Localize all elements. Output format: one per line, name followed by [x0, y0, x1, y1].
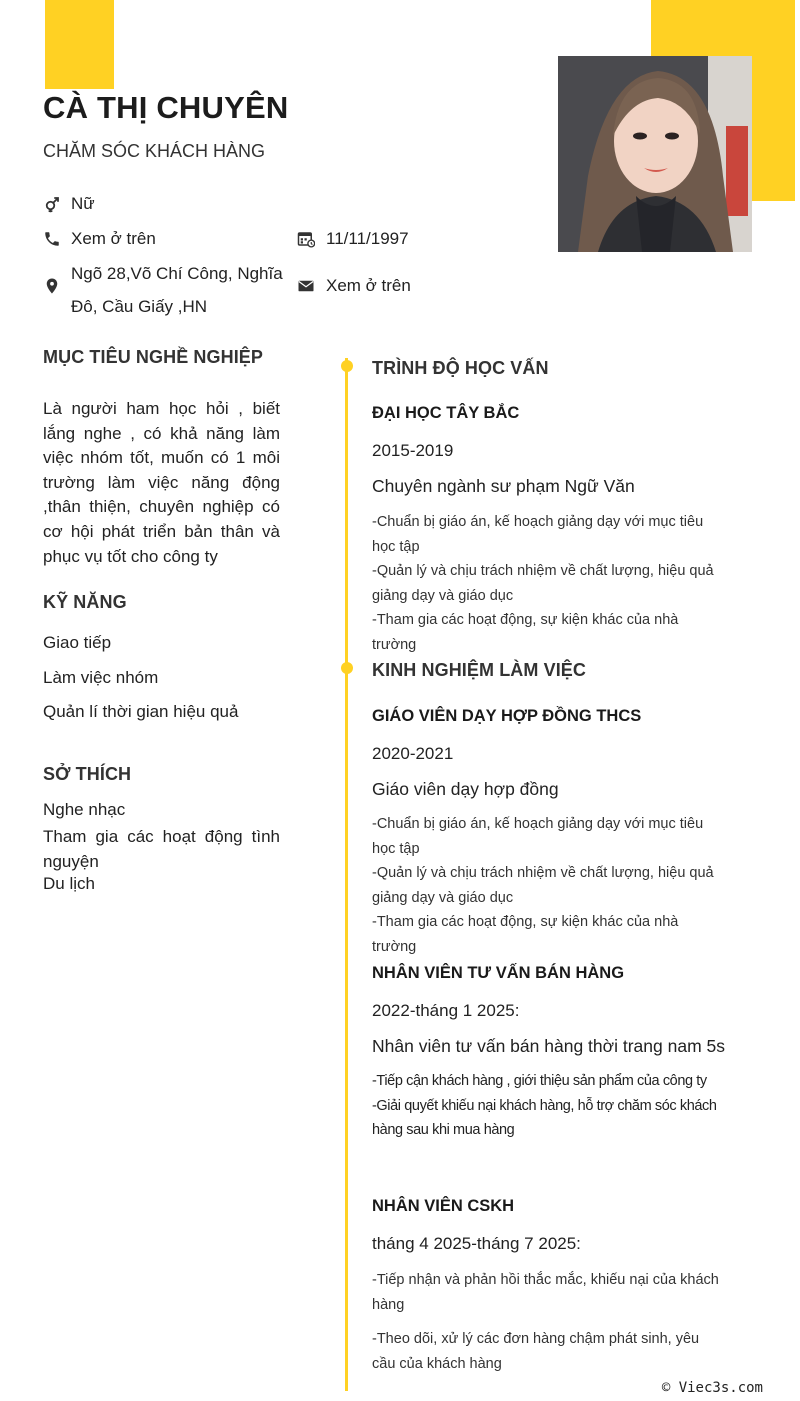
address-line-2: Đô, Cầu Giấy ,HN: [71, 297, 208, 316]
hobby-item: Tham gia các hoạt động tình nguyện: [43, 827, 280, 871]
job-bullets: [372, 1268, 722, 1376]
gender-text: Nữ: [71, 194, 95, 213]
bullet-item: -Giải quyết khiếu nại khách hàng, hỗ trợ chăm sóc khách hàng sau khi mua hàng: [372, 1097, 717, 1138]
bullet-item: -Chuẩn bị giáo án, kế hoạch giảng dạy với mục tiêu học tập: [372, 514, 704, 555]
bullet-item: -Tiếp nhận và phản hồi thắc mắc, khiếu nại của khách hàng: [372, 1272, 719, 1313]
bullet-item: -Chuẩn bị giáo án, kế hoạch giảng dạy với mục tiêu học tập: [372, 816, 704, 857]
accent-block-top-left: [45, 0, 114, 89]
objective-text: Là người ham học hỏi , biết lắng nghe , có khả năng làm việc nhóm tốt, muốn có 1 môi trường làm việc năng động ,thân thiện, chuyên nghiệp có cơ hội phát triển bản thân và phục vụ tốt cho công ty: [43, 399, 280, 566]
objective-heading: MỤC TIÊU NGHỀ NGHIỆP: [43, 347, 264, 367]
job-period: 2020-2021: [372, 744, 454, 763]
experience-heading: KINH NGHIỆM LÀM VIỆC: [372, 660, 587, 680]
timeline-dot: [341, 360, 353, 372]
education-bullets: [372, 510, 722, 657]
skill-item: Làm việc nhóm: [43, 668, 159, 687]
bullet-item: -Quản lý và chịu trách nhiệm về chất lượng, hiệu quả giảng dạy và giáo dục: [372, 563, 714, 604]
skills-heading: KỸ NĂNG: [43, 592, 127, 612]
address-text: [71, 261, 291, 319]
bullet-item: -Quản lý và chịu trách nhiệm về chất lượng, hiệu quả giảng dạy và giáo dục: [372, 865, 714, 906]
timeline-dot: [341, 662, 353, 674]
bullet-item: -Tiếp cận khách hàng , giới thiệu sản phẩm của công ty: [372, 1073, 707, 1089]
job-title: NHÂN VIÊN CSKH: [372, 1197, 515, 1215]
phone-icon: [43, 230, 61, 248]
candidate-name: CÀ THỊ CHUYÊN: [43, 90, 289, 125]
job-period: 2022-tháng 1 2025:: [372, 1001, 520, 1020]
profile-photo: [558, 56, 752, 252]
job-bullets: [372, 1069, 722, 1143]
job-title: GIÁO VIÊN DẠY HỢP ĐỒNG THCS: [372, 707, 642, 725]
job-period: tháng 4 2025-tháng 7 2025:: [372, 1234, 581, 1253]
hobby-item: Du lịch: [43, 874, 95, 893]
address-line-1: Ngõ 28,Võ Chí Công, Nghĩa: [71, 264, 283, 283]
envelope-icon: [297, 277, 315, 295]
job-role: Nhân viên tư vấn bán hàng thời trang nam 5s: [372, 1036, 725, 1056]
gender-icon: [43, 195, 61, 213]
education-heading: TRÌNH ĐỘ HỌC VẤN: [372, 358, 549, 378]
location-pin-icon: [43, 277, 61, 295]
portrait-image: [558, 56, 752, 252]
timeline-line: [345, 358, 348, 1391]
education-years: 2015-2019: [372, 441, 454, 460]
education-major: Chuyên ngành sư phạm Ngữ Văn: [372, 476, 635, 496]
hobbies-heading: SỞ THÍCH: [43, 764, 132, 784]
hobby-item: Nghe nhạc: [43, 800, 126, 819]
calendar-icon: [297, 230, 315, 248]
watermark: © Viec3s.com: [661, 1380, 763, 1396]
bullet-item: -Theo dõi, xử lý các đơn hàng chậm phát sinh, yêu cầu của khách hàng: [372, 1331, 700, 1372]
phone-text: Xem ở trên: [71, 229, 156, 248]
school-name: ĐẠI HỌC TÂY BẮC: [372, 404, 520, 422]
job-title: NHÂN VIÊN TƯ VẤN BÁN HÀNG: [372, 964, 625, 982]
email-text: Xem ở trên: [326, 276, 411, 295]
job-role: Giáo viên dạy hợp đồng: [372, 779, 559, 799]
bullet-item: -Tham gia các hoạt động, sự kiện khác của nhà trường: [372, 914, 679, 955]
bullet-item: -Tham gia các hoạt động, sự kiện khác của nhà trường: [372, 612, 679, 653]
birthday-text: 11/11/1997: [326, 229, 409, 248]
skill-item: Quản lí thời gian hiệu quả: [43, 702, 239, 721]
job-bullets: [372, 812, 722, 959]
skill-item: Giao tiếp: [43, 633, 112, 652]
candidate-position: CHĂM SÓC KHÁCH HÀNG: [43, 141, 266, 161]
